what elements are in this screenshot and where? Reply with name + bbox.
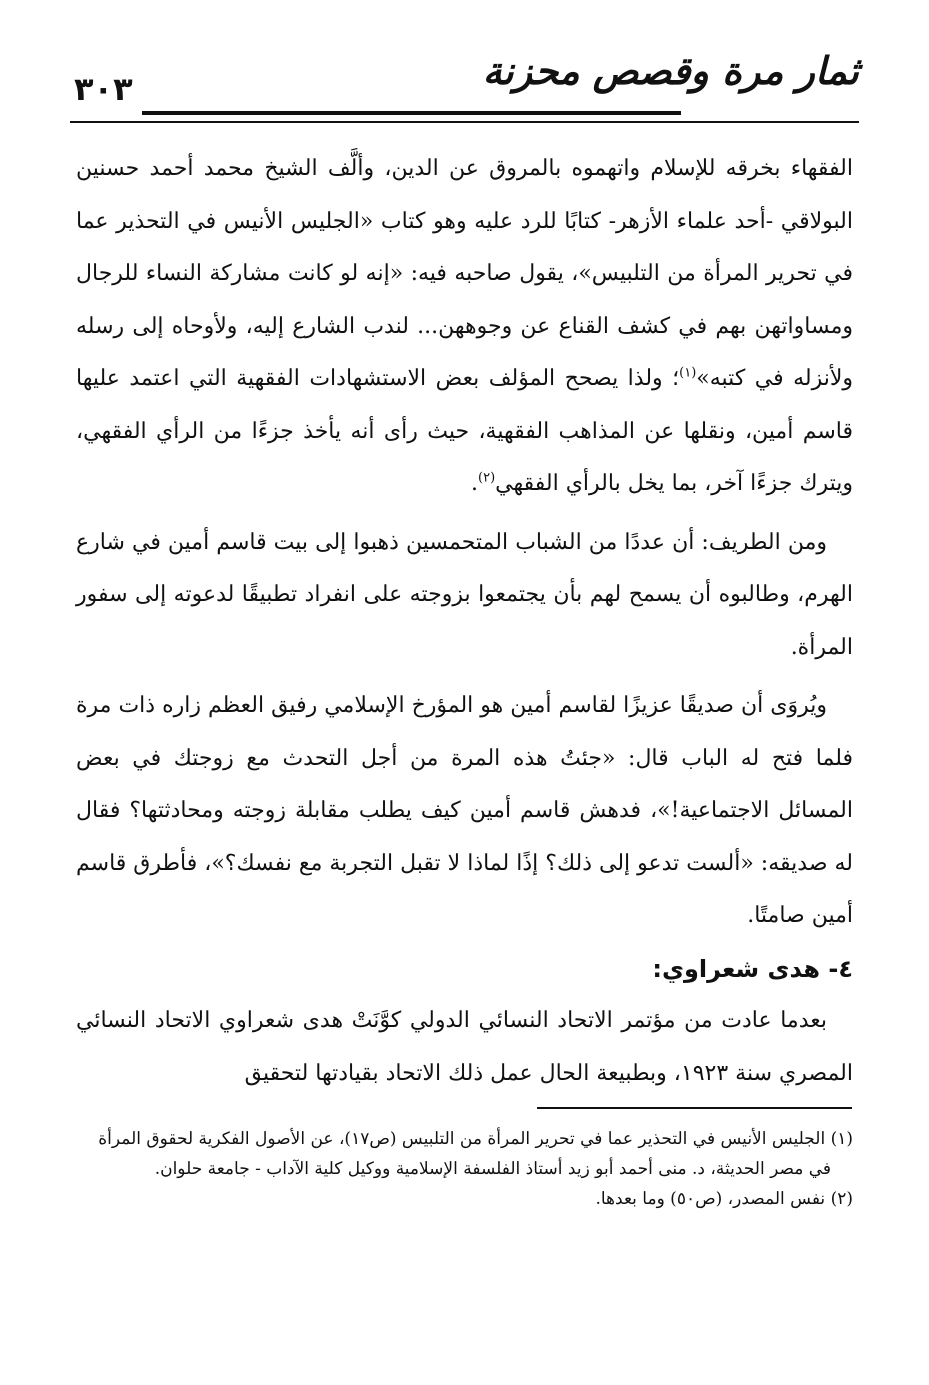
footnote-1-continued: في مصر الحديثة، د. منى أحمد أبو زيد أستاذ الفلسفة الإسلامية ووكيل كلية الآداب - جامعة حلوان.	[154, 1159, 831, 1179]
footnote-ref-2: (٢)	[478, 470, 496, 486]
paragraph-1	[76, 143, 853, 511]
section-heading: ٤- هدى شعراوي:	[652, 954, 853, 983]
footnote-ref-1: (١)	[679, 365, 697, 381]
header-rule	[142, 111, 681, 115]
footnote-rule	[537, 1107, 852, 1109]
paragraph-1-tail: ؛ ولذا يصحح المؤلف بعض الاستشهادات الفقهية التي اعتمد عليها قاسم أمين، ونقلها عن المذاهب الفقهية، حيث رأى أنه يأخذ جزءًا من الرأي الفقهي، ويترك جزءًا آخر، بما يخل بالرأي الفقهي	[76, 366, 853, 496]
page-header	[70, 48, 859, 128]
paragraph-1-end: .	[471, 471, 479, 496]
footnote-2: (٢) نفس المصدر، (ص٥٠) وما بعدها.	[595, 1189, 853, 1209]
paragraph-2: ومن الطريف: أن عددًا من الشباب المتحمسين ذهبوا إلى بيت قاسم أمين في شارع الهرم، وطالبوه أن يسمح لهم بأن يجتمعوا بزوجته على انفراد تطبيقًا لدعوته إلى سفور المرأة.	[76, 529, 853, 660]
paragraph-3: ويُروَى أن صديقًا عزيزًا لقاسم أمين هو المؤرخ الإسلامي رفيق العظم زاره ذات مرة فلما فتح له الباب قال: «جئتُ هذه المرة من أجل التحدث مع زوجتك في بعض المسائل الاجتماعية!»، فدهش قاسم أمين كيف يطلب مقابلة زوجته ومحادثتها؟ فقال له صديقه: «ألست تدعو إلى ذلك؟ إذًا لماذا لا تقبل التجربة مع نفسك؟»، فأطرق قاسم أمين صامتًا.	[76, 693, 853, 928]
footnote-1: (١) الجليس الأنيس في التحذير عما في تحرير المرأة من التلبيس (ص١٧)، عن الأصول الفكرية لحقوق المرأة	[98, 1129, 853, 1149]
header-rule-thin	[70, 121, 859, 123]
paragraph-1-text: الفقهاء بخرقه للإسلام واتهموه بالمروق عن الدين، وألَّف الشيخ محمد أحمد حسنين البولاقي -أحد علماء الأزهر- كتابًا للرد عليه وهو كتاب «الجليس الأنيس في التحذير عما في تحرير المرأة من التلبيس»، يقول صاحبه فيه: «إنه لو كانت مشاركة النساء للرجال ومساواتهن بهم في كشف القناع عن وجوههن... لندب الشارع إليه، ولأوحاه إلى رسله ولأنزله في كتبه»	[76, 156, 854, 391]
running-title: ثمار مرة وقصص محزنة	[482, 48, 859, 93]
paragraph-4: بعدما عادت من مؤتمر الاتحاد النسائي الدولي كوَّنَتْ هدى شعراوي الاتحاد النسائي المصري سنة ١٩٢٣، وبطبيعة الحال عمل ذلك الاتحاد بقيادتها لتحقيق	[76, 1008, 853, 1086]
footnotes	[76, 1124, 853, 1214]
body-text	[76, 143, 853, 1100]
page-number: ٣٠٣	[74, 70, 133, 108]
